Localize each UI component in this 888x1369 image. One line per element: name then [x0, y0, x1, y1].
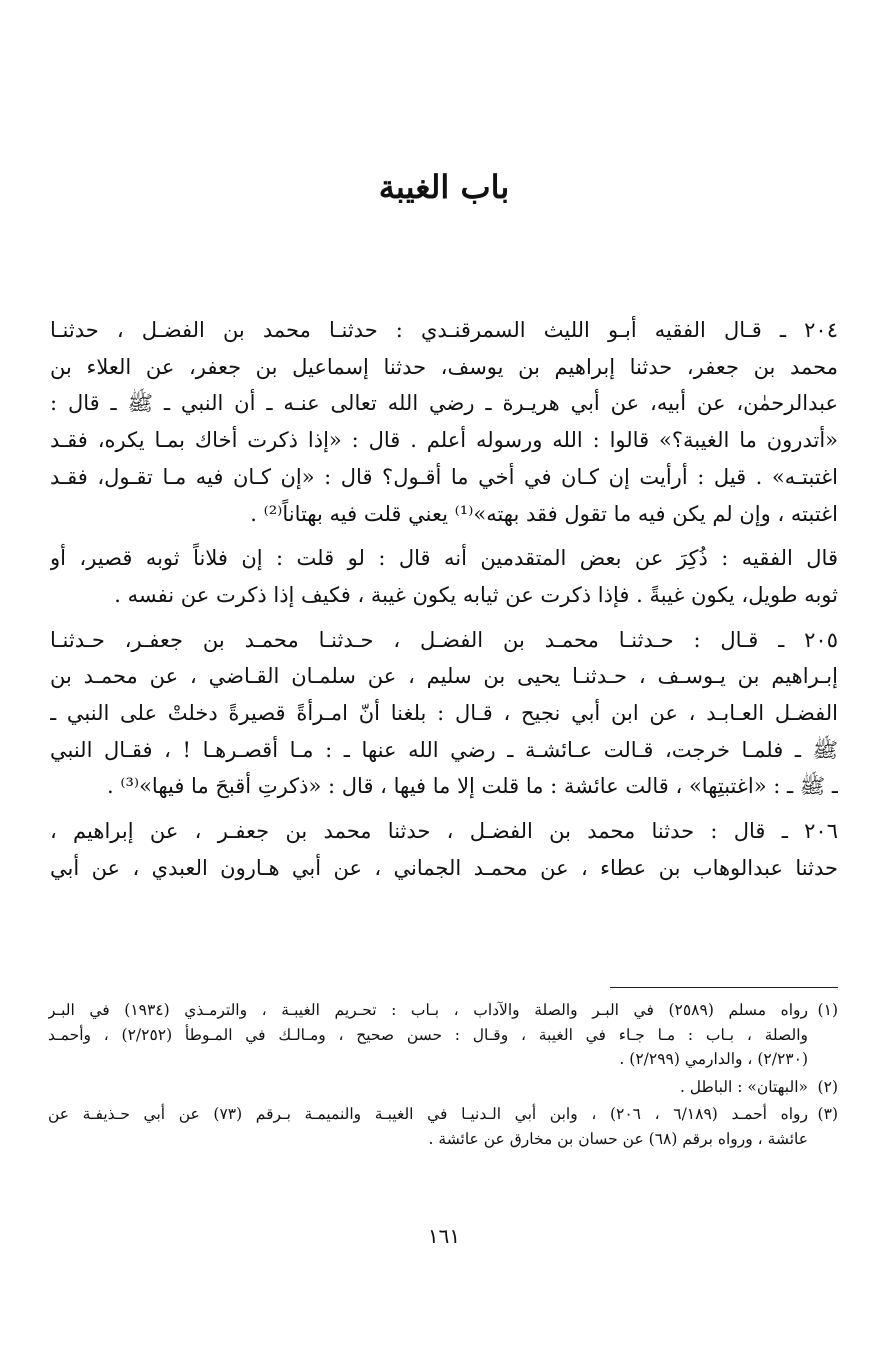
- text-line: «أتدرون ما الغيبة؟» قالوا : الله ورسوله أعلم . قال : «إذا ذكرت أخاك بمـا يكره، فقـد: [50, 428, 838, 453]
- text-line: اغتبته ، وإن لم يكن فيه ما تقول فقد بهته»⁽¹⁾ يعني قلت فيه بهتاناً⁽²⁾ .: [250, 501, 838, 526]
- footnotes: [48, 998, 838, 1154]
- text-line: محمد بن جعفر، حدثنا إبراهيم بن يوسف، حدثنا إسماعيل بن جعفر، عن العلاء بن: [50, 354, 838, 379]
- chapter-title: باب الغيبة: [378, 168, 510, 206]
- text-line: ٢٠٦ ـ قال : حدثنا محمد بن الفضـل ، حدثنا محمد بن جعفـر ، عن إبراهيم ،: [50, 819, 838, 844]
- text-line: اغتبتـه» . قيل : أرأيت إن كـان في أخي ما أقـول؟ قال : «إن كـان فيه مـا تقـول، فقـد: [50, 464, 838, 489]
- footnote-line: (٢/٢٣٠) ، والدارمي (٢/٢٩٩) .: [619, 1050, 808, 1068]
- page-number: ١٦١: [427, 1224, 461, 1248]
- text-line: قال الفقيه : ذُكِرَ عن بعض المتقدمين أنه قال : لو قلت : إن فلاناً ثوبه قصير، أو: [50, 546, 838, 571]
- text-line: إبـراهيم بن يـوسـف ، حـدثنـا يحيى بن سليم ، عن سلمـان القـاضي ، عن محمـد بن: [50, 664, 838, 689]
- text-line: ٢٠٤ ـ قـال الفقيه أبـو الليث السمرقنـدي : حدثنـا محمد بن الفضـل ، حدثنـا: [50, 318, 838, 342]
- paragraph-hadith-206: [50, 813, 838, 886]
- main-text: [50, 312, 838, 887]
- footnote-number: (٢): [817, 1077, 838, 1096]
- paragraph-hadith-205: [50, 622, 838, 806]
- footnote-line: «البهتان» : الباطل .: [679, 1077, 808, 1096]
- text-line: الفضـل العـابـد ، عن ابن أبي نجيح ، قـال : بلغنا أنّ امـرأةً قصيرةً دخلتْ على النبي ـ: [50, 701, 838, 726]
- footnote-1: [48, 998, 838, 1072]
- paragraph-faqih-comment: [50, 540, 838, 613]
- footnote-line: والصلة ، بـاب : مـا جـاء في الغيبة ، وقـال : حسن صحيح ، ومـالـك في المـوطأ (٢/٢٥٢) ، وأحمـد: [48, 1025, 808, 1044]
- footnote-3: [48, 1102, 838, 1151]
- footnote-text: [48, 998, 808, 1072]
- text-line: حدثنا عبدالوهاب بن عطاء ، عن محمـد الجماني ، عن أبي هـارون العبدي ، عن أبي: [50, 855, 838, 880]
- footnote-text: [48, 1102, 808, 1151]
- text-line: ﷺ ـ فلمـا خرجت، قـالت عـائشـة ـ رضي الله عنها ـ : مـا أقصـرهـا ! ، فقـال النبي: [50, 737, 838, 762]
- footnote-number: (١): [817, 1001, 838, 1019]
- footnote-line: رواه أحمـد (٦/١٨٩ ، ٢٠٦) ، وابن أبي الـدنيـا في الغيبـة والنميمـة بـرقم (٧٣) عن أبي حـذيفـة عن: [48, 1105, 808, 1123]
- footnote-line: رواه مسلم (٢٥٨٩) في البـر والصلة والآداب ، بـاب : تحـريم الغيبـة ، والترمـذي (١٩٣٤) في البـر: [48, 1001, 808, 1019]
- text-line: ٢٠٥ ـ قـال : حـدثنـا محمـد بن الفضـل ، حـدثنـا محمـد بن جعفـر، حـدثنـا: [50, 627, 838, 652]
- footnote-separator: [610, 987, 838, 988]
- footnote-line: عائشة ، ورواه برقم (٦٨) عن حسان بن مخارق عن عائشة .: [428, 1129, 808, 1148]
- footnote-text: [48, 1075, 808, 1100]
- text-line: عبدالرحمٰن، عن أبيه، عن أبي هريـرة ـ رضي الله تعالى عنـه ـ أن النبي ـ ﷺ ـ قال :: [50, 391, 838, 416]
- footnote-2: [48, 1075, 838, 1100]
- text-line: ـ ﷺ ـ : «اغتبتِها» ، قالت عائشة : ما قلت إلا ما فيها ، قال : «ذكرتِ أقبحَ ما فيها»⁽³⁾ .: [106, 774, 838, 799]
- footnote-number: (٣): [817, 1105, 838, 1123]
- text-line: ثوبه طويل، يكون غيبةً . فإذا ذكرت عن ثيابه يكون غيبة ، فكيف إذا ذكرت عن نفسه .: [114, 582, 838, 607]
- paragraph-hadith-204: [50, 312, 838, 532]
